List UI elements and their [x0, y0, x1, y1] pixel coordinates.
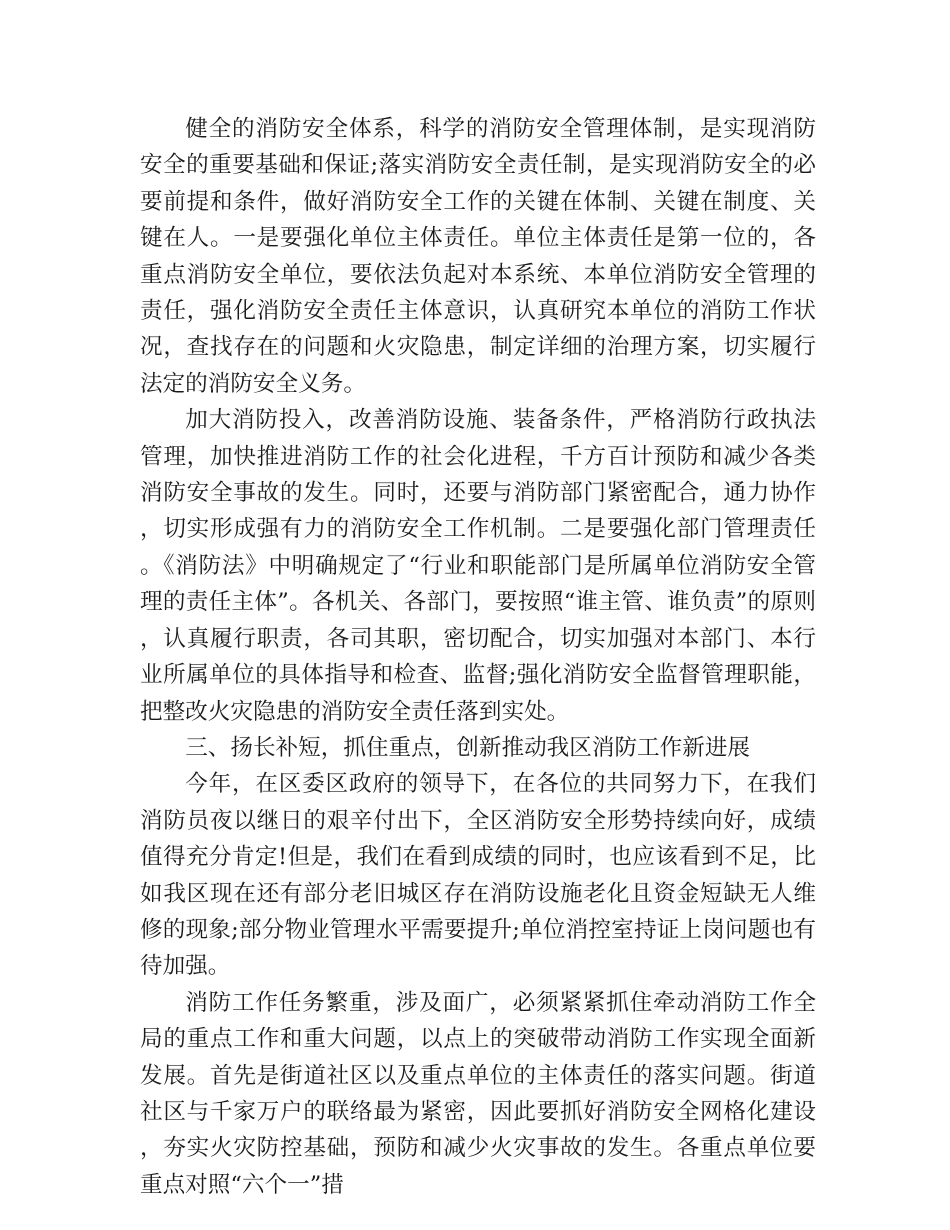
- paragraph-fire-safety-system: 健全的消防安全体系，科学的消防安全管理体制，是实现消防安全的重要基础和保证;落实消防安全责任制，是实现消防安全的必要前提和条件，做好消防安全工作的关键在体制、关键在制度、关键在人。一是要强化单位主体责任。单位主体责任是第一位的，各重点消防安全单位，要依法负起对本系统、本单位消防安全管理的责任，强化消防安全责任主体意识，认真研究本单位的消防工作状况，查找存在的问题和火灾隐患，制定详细的治理方案，切实履行法定的消防安全义务。: [140, 116, 816, 397]
- paragraph-key-tasks: 消防工作任务繁重，涉及面广，必须紧紧抓住牵动消防工作全局的重点工作和重大问题，以点上的突破带动消防工作实现全面新发展。首先是街道社区以及重点单位的主体责任的落实问题。街道社区与千家万户的联络最为紧密，因此要抓好消防安全网格化建设，夯实火灾防控基础，预防和减少火灾事故的发生。各重点单位要重点对照“六个一”措: [140, 989, 816, 1198]
- paragraph-investment-and-department-duty: 加大消防投入，改善消防设施、装备条件，严格消防行政执法管理，加快推进消防工作的社会化进程，千方百计预防和减少各类消防安全事故的发生。同时，还要与消防部门紧密配合，通力协作，切实形成强有力的消防安全工作机制。二是要强化部门管理责任。《消防法》中明确规定了“行业和职能部门是所属单位消防安全管理的责任主体”。各机关、各部门，要按照“谁主管、谁负责”的原则，认真履行职责，各司其职，密切配合，切实加强对本部门、本行业所属单位的具体指导和检查、监督;强化消防安全监督管理职能，把整改火灾隐患的消防安全责任落到实处。: [140, 407, 816, 725]
- document-body: [140, 111, 816, 1203]
- section-heading-three: 三、扬长补短，抓住重点，创新推动我区消防工作新进展: [185, 734, 751, 761]
- paragraph-achievements-and-shortcomings: 今年，在区委区政府的领导下，在各位的共同努力下，在我们消防员夜以继日的艰辛付出下，全区消防安全形势持续向好，成绩值得充分肯定!但是，我们在看到成绩的同时，也应该看到不足，比如我区现在还有部分老旧城区存在消防设施老化且资金短缺无人维修的现象;部分物业管理水平需要提升;单位消控室持证上岗问题也有待加强。: [140, 771, 816, 980]
